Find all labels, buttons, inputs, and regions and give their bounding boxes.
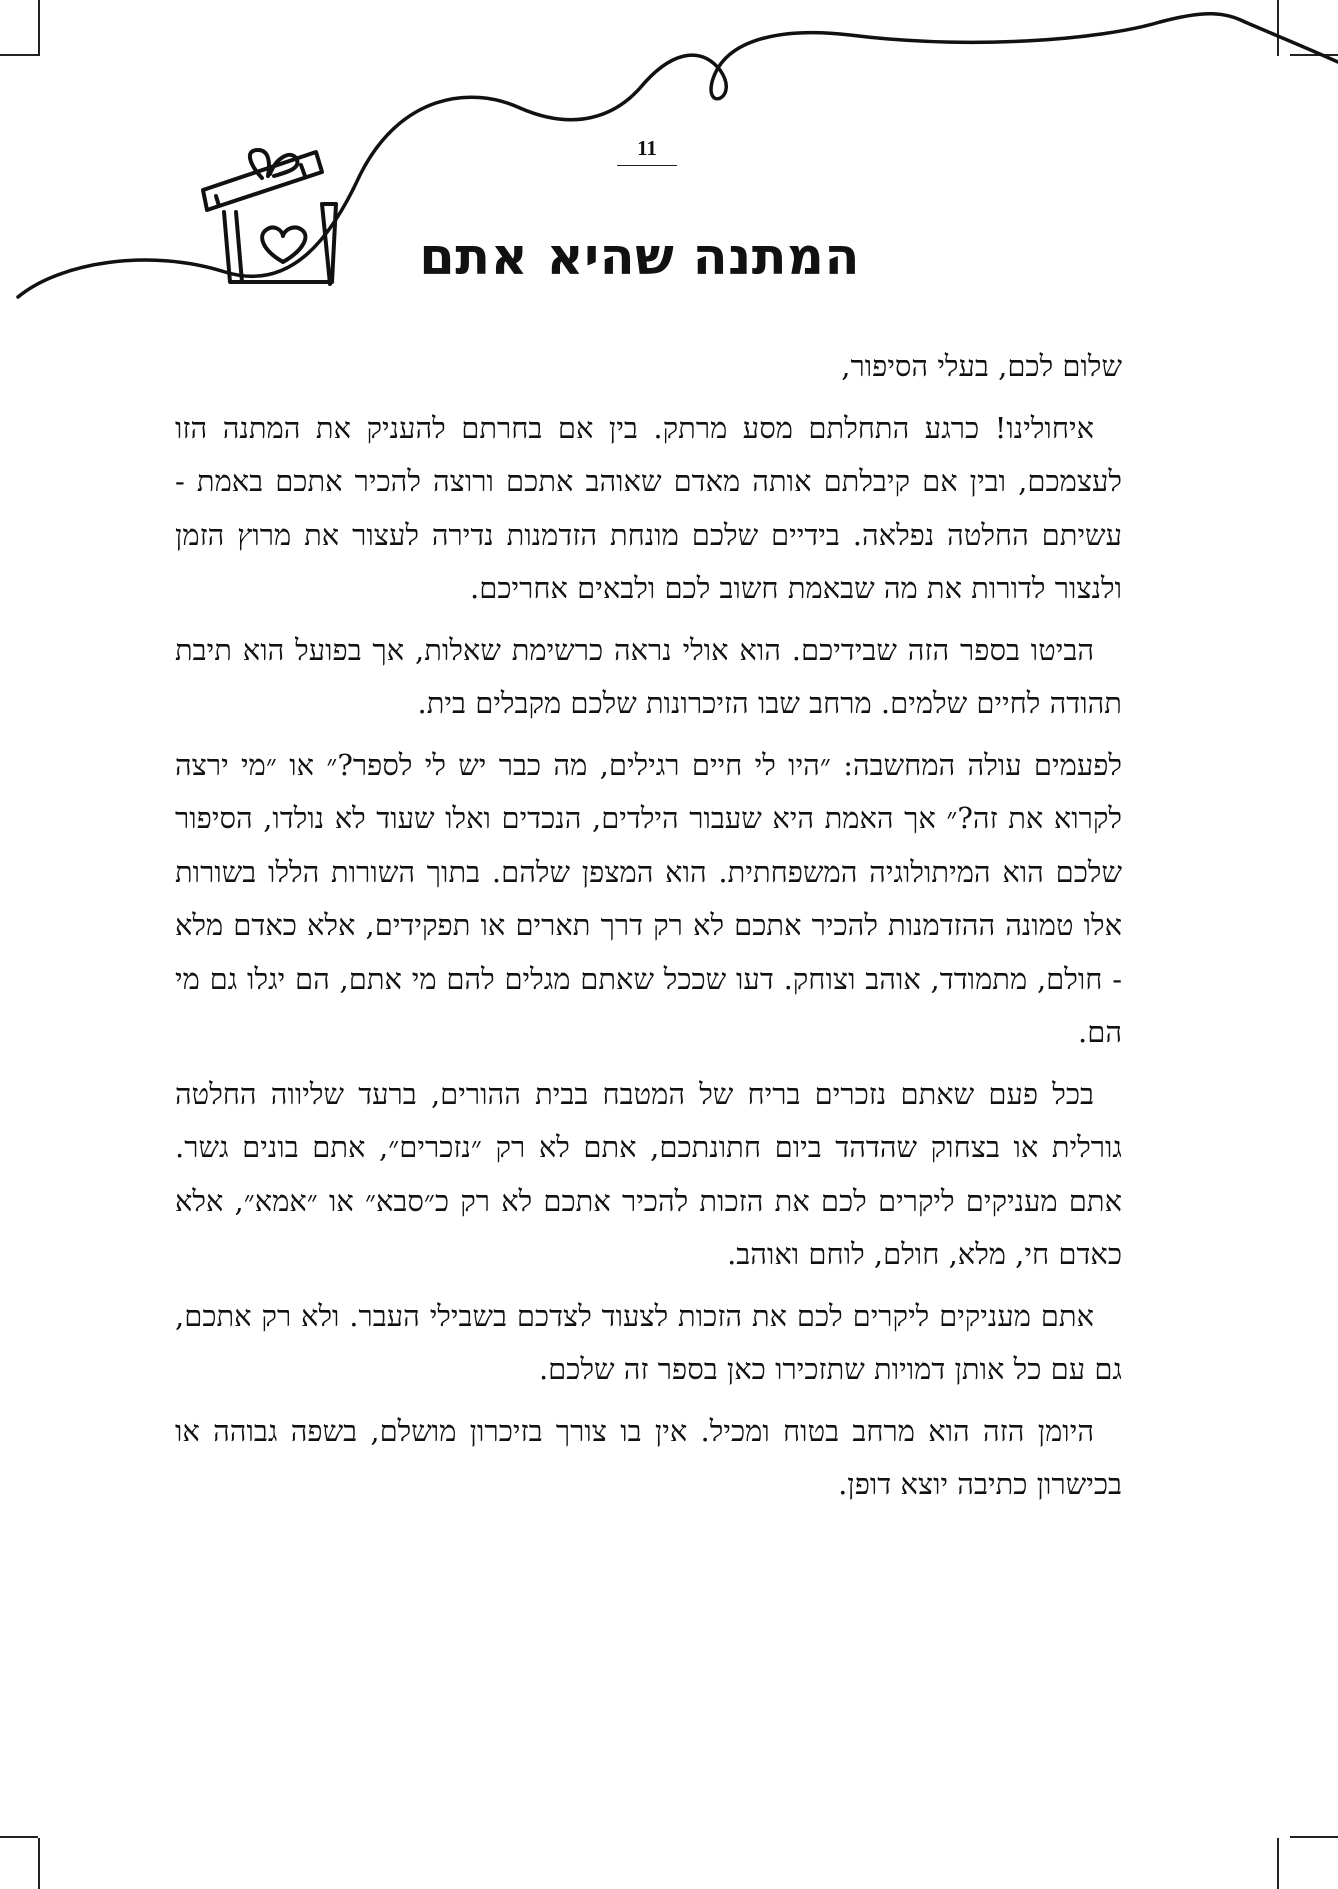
- crop-mark-bottom-left-v: [38, 1838, 40, 1889]
- paragraph: אתם מעניקים ליקרים לכם את הזכות לצעוד לצדכם בשבילי העבר. ולא רק אתכם, גם עם כל אותן דמויות שתזכירו כאן בספר זה שלכם.: [175, 1298, 1122, 1386]
- crop-mark-bottom-right-h: [1290, 1836, 1338, 1838]
- greeting-line: שלום לכם, בעלי הסיפור,: [841, 349, 1122, 383]
- gift-box-with-heart-icon: [203, 150, 336, 284]
- paragraph: הביטו בספר הזה שבידיכם. הוא אולי נראה כרשימת שאלות, אך בפועל הוא תיבת תהודה לחיים שלמים. מרחב שבו הזיכרונות שלכם מקבלים בית.: [175, 632, 1122, 720]
- paragraph: לפעמים עולה המחשבה: ״היו לי חיים רגילים, מה כבר יש לי לספר?״ או ״מי ירצה לקרוא את זה?״ אך האמת היא שעבור הילדים, הנכדים ואלו שעוד לא נולדו, הסיפור שלכם הוא המיתולוגיה המשפחתית. הוא המצפן שלהם. בתוך השורות הללו בשורות אלו טמונה ההזדמנות להכיר אתכם לא רק דרך תארים או תפקידים, אלא כאדם מלא - חולם, מתמודד, אוהב וצוחק. דעו שככל שאתם מגלים להם מי אתם, הם יגלו גם מי הם.: [175, 747, 1122, 1049]
- paragraph: היומן הזה הוא מרחב בטוח ומכיל. אין בו צורך בזיכרון מושלם, בשפה גבוהה או בכישרון כתיבה יוצא דופן.: [175, 1413, 1122, 1501]
- page-number: 11: [617, 136, 677, 166]
- body-text: [175, 340, 1122, 1520]
- paragraph: איחולינו! כרגע התחלתם מסע מרתק. בין אם בחרתם להעניק את המתנה הזו לעצמכם, ובין אם קיבלתם אותה מאדם שאוהב אתכם ורוצה להכיר אתכם באמת - עשיתם החלטה נפלאה. בידיים שלכם מונחת הזדמנות נדירה לעצור את מרוץ הזמן ולנצור לדורות את מה שבאמת חשוב לכם ולבאים אחריכם.: [175, 410, 1122, 605]
- paragraph: בכל פעם שאתם נזכרים בריח של המטבח בבית ההורים, ברעד שליווה החלטה גורלית או בצחוק שהדהד ביום חתונתכם, אתם לא רק ״נזכרים״, אתם בונים גשר. אתם מעניקים ליקרים לכם את הזכות להכיר אתכם לא רק כ״סבא״ או ״אמא״, אלא כאדם חי, מלא, חולם, לוחם ואוהב.: [175, 1076, 1122, 1271]
- crop-mark-bottom-left-h: [0, 1836, 38, 1838]
- crop-mark-bottom-right-v: [1277, 1838, 1279, 1889]
- page-title: המתנה שהיא אתם: [419, 228, 860, 287]
